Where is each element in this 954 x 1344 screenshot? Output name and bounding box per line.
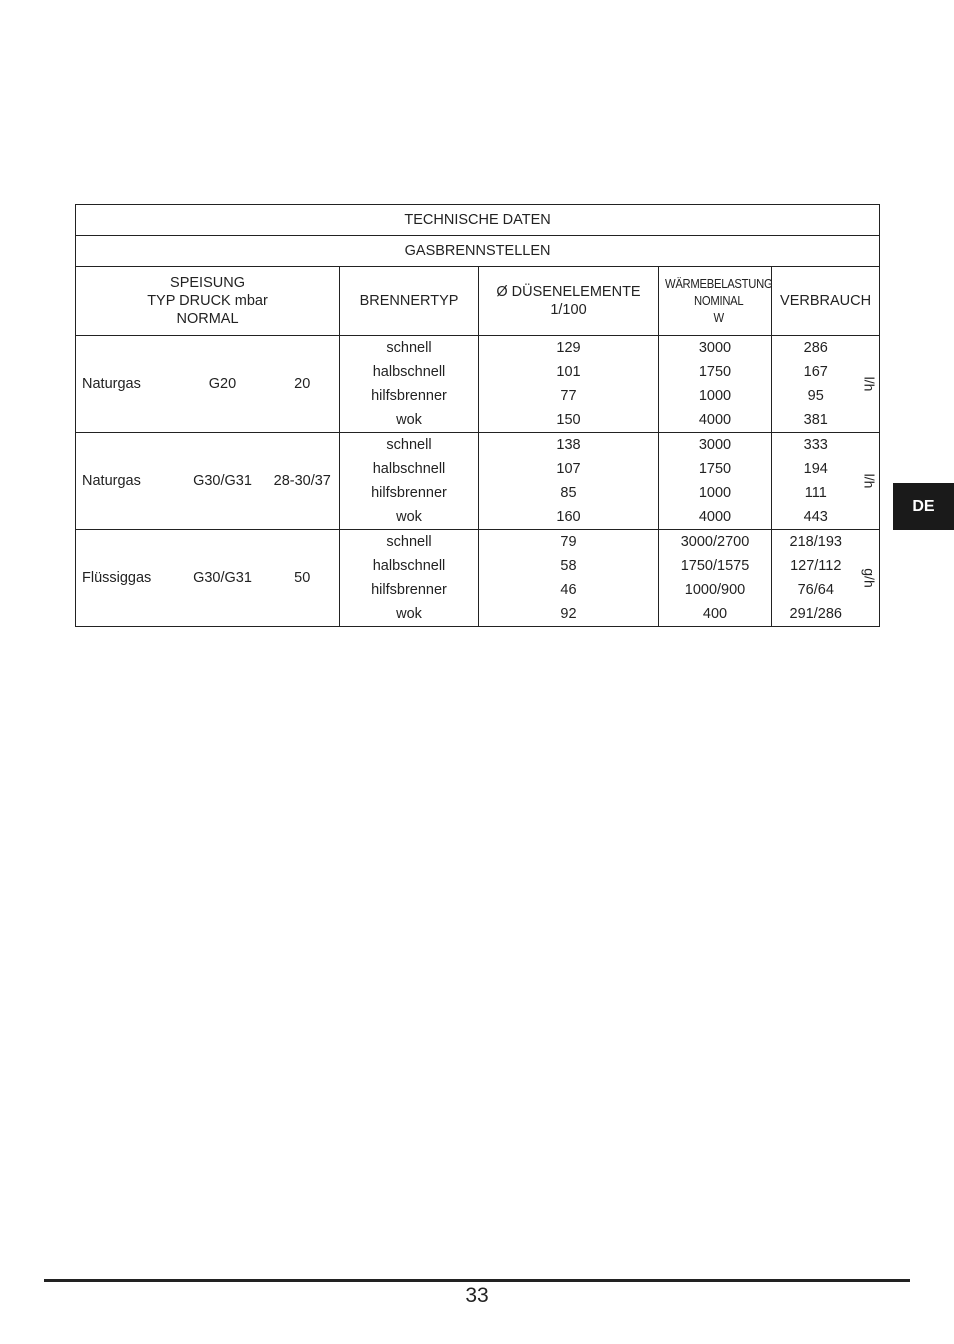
gas-name: Naturgas [76,433,180,530]
nozzle-cell: 77 [479,384,659,408]
consumption-cell: 291/286 [772,602,860,627]
table-row [76,433,880,458]
burner-type-cell: hilfsbrenner [340,481,479,505]
table-row [76,336,880,361]
header-burner-type: BRENNERTYP [340,267,479,336]
heat-load-cell: 1750 [659,457,772,481]
consumption-cell: 381 [772,408,860,433]
nozzle-cell: 160 [479,505,659,530]
nozzle-cell: 138 [479,433,659,458]
nozzle-cell: 85 [479,481,659,505]
header-consumption: VERBRAUCH [772,267,880,336]
footer-rule [44,1279,910,1282]
heat-load-cell: 1000 [659,481,772,505]
consumption-cell: 333 [772,433,860,458]
language-tab-de: DE [893,483,954,530]
table-row [76,530,880,555]
heat-load-cell: 1750 [659,360,772,384]
heat-load-cell: 3000 [659,433,772,458]
heat-load-cell: 1000/900 [659,578,772,602]
table-subtitle: GASBRENNSTELLEN [76,236,880,267]
heat-load-cell: 1750/1575 [659,554,772,578]
nozzle-cell: 150 [479,408,659,433]
gas-type: G20 [180,336,266,433]
header-supply: SPEISUNG TYP DRUCK mbar NORMAL [76,267,340,336]
consumption-cell: 218/193 [772,530,860,555]
burner-type-cell: schnell [340,530,479,555]
nozzle-cell: 58 [479,554,659,578]
heat-load-cell: 3000 [659,336,772,361]
nozzle-cell: 92 [479,602,659,627]
burner-type-cell: schnell [340,433,479,458]
gas-type: G30/G31 [180,530,266,627]
gas-pressure: 28-30/37 [266,433,340,530]
consumption-cell: 286 [772,336,860,361]
heat-load-cell: 1000 [659,384,772,408]
consumption-cell: 167 [772,360,860,384]
gas-pressure: 20 [266,336,340,433]
burner-type-cell: hilfsbrenner [340,578,479,602]
consumption-unit: l/h [860,336,880,433]
consumption-unit: g/h [860,530,880,627]
header-heat-load: WÄRMEBELASTUNG NOMINAL W [659,267,772,336]
burner-type-cell: schnell [340,336,479,361]
gas-name: Naturgas [76,336,180,433]
consumption-cell: 76/64 [772,578,860,602]
consumption-cell: 127/112 [772,554,860,578]
heat-load-cell: 400 [659,602,772,627]
table-title: TECHNISCHE DATEN [76,205,880,236]
nozzle-cell: 107 [479,457,659,481]
nozzle-cell: 101 [479,360,659,384]
burner-type-cell: wok [340,408,479,433]
burner-type-cell: halbschnell [340,360,479,384]
burner-type-cell: halbschnell [340,457,479,481]
burner-type-cell: halbschnell [340,554,479,578]
burner-type-cell: wok [340,505,479,530]
nozzle-cell: 79 [479,530,659,555]
gas-pressure: 50 [266,530,340,627]
page-number: 33 [465,1284,489,1307]
consumption-cell: 194 [772,457,860,481]
technical-data-table [75,204,880,627]
nozzle-cell: 129 [479,336,659,361]
consumption-cell: 111 [772,481,860,505]
burner-type-cell: wok [340,602,479,627]
heat-load-cell: 3000/2700 [659,530,772,555]
consumption-unit: l/h [860,433,880,530]
nozzle-cell: 46 [479,578,659,602]
header-nozzle: Ø DÜSENELEMENTE 1/100 [479,267,659,336]
gas-type: G30/G31 [180,433,266,530]
gas-name: Flüssiggas [76,530,180,627]
heat-load-cell: 4000 [659,505,772,530]
consumption-cell: 443 [772,505,860,530]
consumption-cell: 95 [772,384,860,408]
heat-load-cell: 4000 [659,408,772,433]
burner-type-cell: hilfsbrenner [340,384,479,408]
